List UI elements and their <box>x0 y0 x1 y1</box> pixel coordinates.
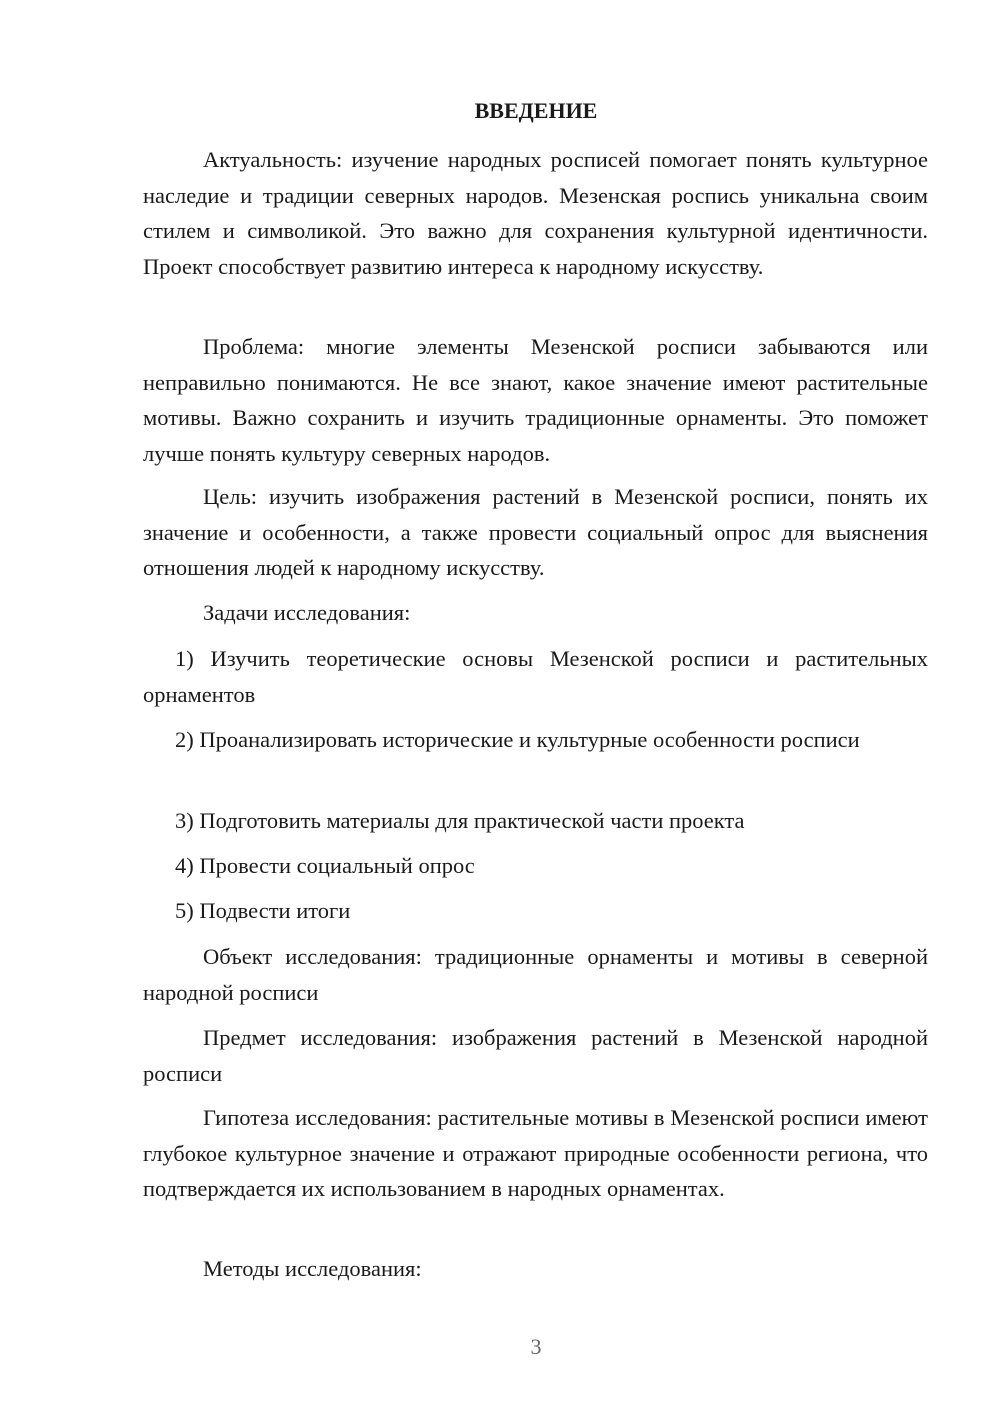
section-heading <box>0 96 1000 126</box>
section-title: ВВЕДЕНИЕ <box>474 98 598 123</box>
task-item-2: 2) Проанализировать исторические и культурные особенности росписи <box>175 727 860 752</box>
task-item-3: 3) Подготовить материалы для практической части проекта <box>175 808 745 833</box>
paragraph-hypothesis: Гипотеза исследования: растительные мотивы в Мезенской росписи имеют глубокое культурное значение и отражают природные особенности региона, что подтверждается их использованием в народных орнаментах. <box>143 1105 928 1201</box>
methods-heading: Методы исследования: <box>203 1256 422 1281</box>
tasks-heading: Задачи исследования: <box>203 600 411 625</box>
paragraph-subject: Предмет исследования: изображения растений в Мезенской народной росписи <box>143 1025 928 1086</box>
task-item-4: 4) Провести социальный опрос <box>175 853 475 878</box>
task-item-5: 5) Подвести итоги <box>175 898 351 923</box>
page-number: 3 <box>530 1334 542 1359</box>
paragraph-problem: Проблема: многие элементы Мезенской росписи забываются или неправильно понимаются. Не все знают, какое значение имеют растительные мотивы. Важно сохранить и изучить традиционные орнаменты. Это поможет лучше понять культуру северных народов. <box>143 334 928 466</box>
paragraph-relevance: Актуальность: изучение народных росписей помогает понять культурное наследие и традиции северных народов. Мезенская роспись уникальна своим стилем и символикой. Это важно для сохранения культурной идентичности. Проект способствует развитию интереса к народному искусству. <box>143 147 928 279</box>
paragraph-object: Объект исследования: традиционные орнаменты и мотивы в северной народной росписи <box>143 944 928 1005</box>
task-item-1: 1) Изучить теоретические основы Мезенской росписи и растительных орнаментов <box>143 646 928 707</box>
paragraph-goal: Цель: изучить изображения растений в Мезенской росписи, понять их значение и особенности, а также провести социальный опрос для выяснения отношения людей к народному искусству. <box>143 484 928 580</box>
